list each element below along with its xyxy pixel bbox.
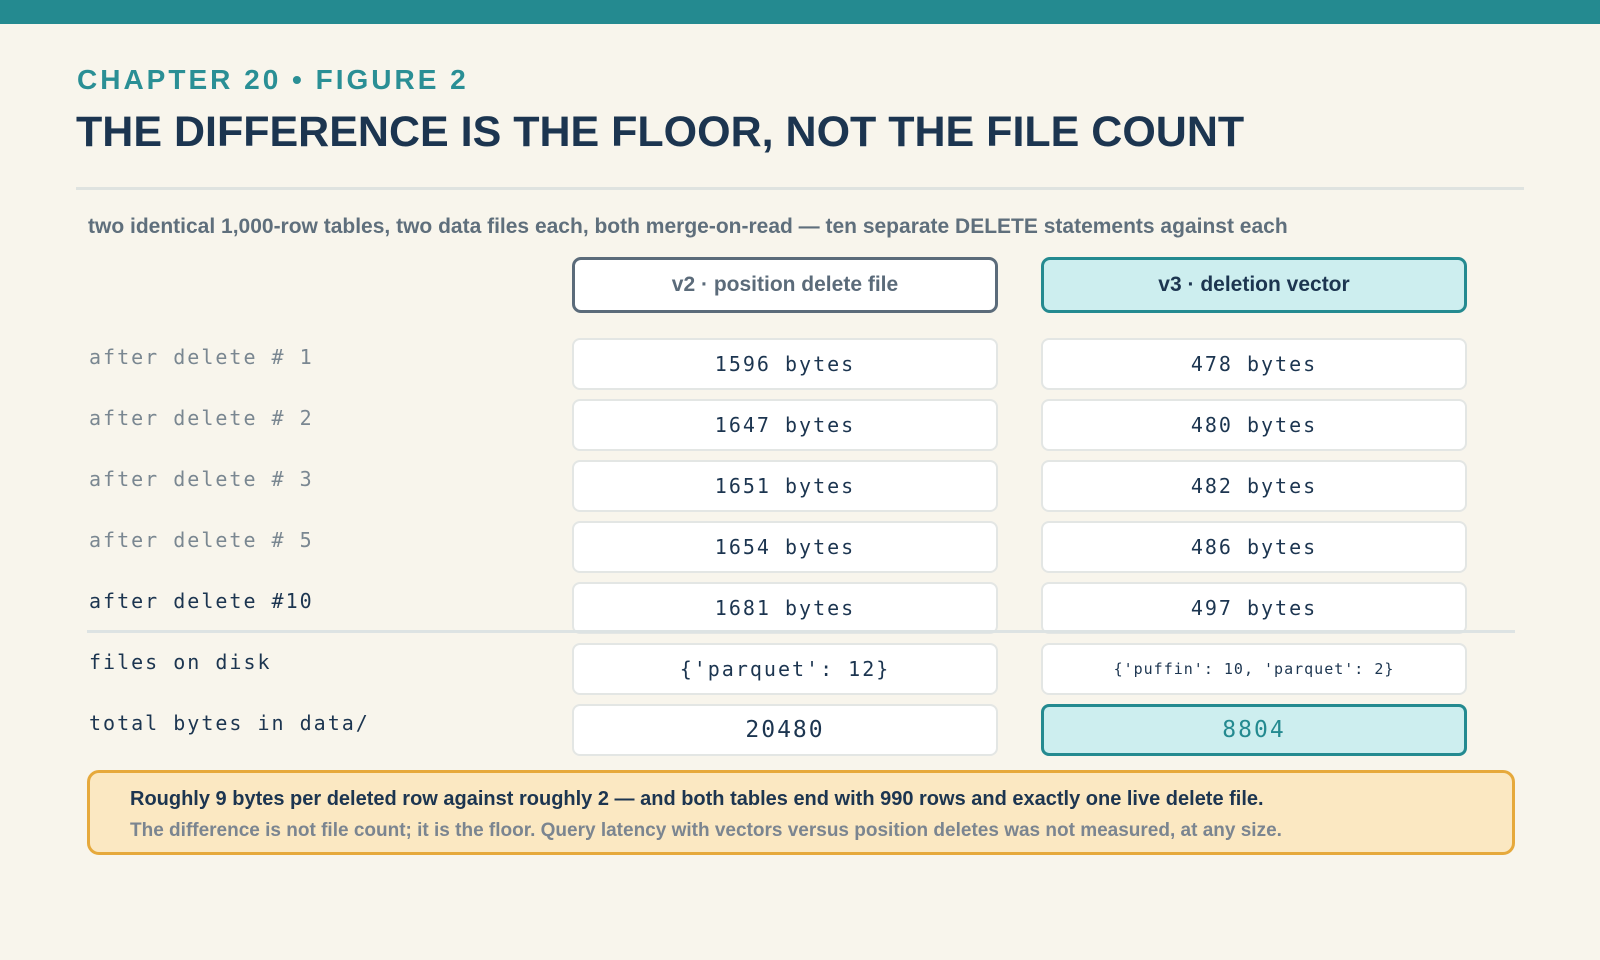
v2-cell-delete-3: 1651 bytes	[572, 460, 998, 512]
v2-cell-delete-5: 1654 bytes	[572, 521, 998, 573]
callout-headline: Roughly 9 bytes per deleted row against roughly 2 — and both tables end with 990 rows and exactly one live delete file.	[130, 788, 1264, 810]
summary-callout	[87, 770, 1515, 855]
title-divider	[76, 187, 1524, 190]
v2-cell-files-on-disk: {'parquet': 12}	[572, 643, 998, 695]
row-label-delete-2: after delete # 2	[89, 406, 314, 430]
column-header-v3: v3 · deletion vector	[1041, 257, 1467, 313]
v2-cell-delete-10: 1681 bytes	[572, 582, 998, 634]
row-label-files-on-disk: files on disk	[89, 650, 272, 674]
row-label-delete-3: after delete # 3	[89, 467, 314, 491]
row-label-total-bytes: total bytes in data/	[89, 711, 370, 735]
v2-cell-delete-2: 1647 bytes	[572, 399, 998, 451]
v2-cell-delete-1: 1596 bytes	[572, 338, 998, 390]
column-header-v2: v2 · position delete file	[572, 257, 998, 313]
v3-cell-delete-10: 497 bytes	[1041, 582, 1467, 634]
v3-cell-delete-2: 480 bytes	[1041, 399, 1467, 451]
top-accent-band	[0, 0, 1600, 24]
v3-cell-files-on-disk: {'puffin': 10, 'parquet': 2}	[1041, 643, 1467, 695]
row-label-delete-5: after delete # 5	[89, 528, 314, 552]
v3-cell-total-bytes: 8804	[1041, 704, 1467, 756]
v2-cell-total-bytes: 20480	[572, 704, 998, 756]
figure-title: THE DIFFERENCE IS THE FLOOR, NOT THE FILE COUNT	[76, 108, 1245, 156]
row-label-delete-10: after delete #10	[89, 589, 314, 613]
v3-cell-delete-3: 482 bytes	[1041, 460, 1467, 512]
row-label-delete-1: after delete # 1	[89, 345, 314, 369]
callout-note: The difference is not file count; it is the floor. Query latency with vectors versus position deletes was not measured, at any size.	[130, 820, 1282, 841]
v3-cell-delete-5: 486 bytes	[1041, 521, 1467, 573]
figure-subtitle: two identical 1,000-row tables, two data files each, both merge-on-read — ten separate DELETE statements against each	[88, 215, 1288, 238]
figure-kicker: CHAPTER 20 • FIGURE 2	[77, 64, 469, 95]
summary-divider	[87, 630, 1515, 633]
v3-cell-delete-1: 478 bytes	[1041, 338, 1467, 390]
